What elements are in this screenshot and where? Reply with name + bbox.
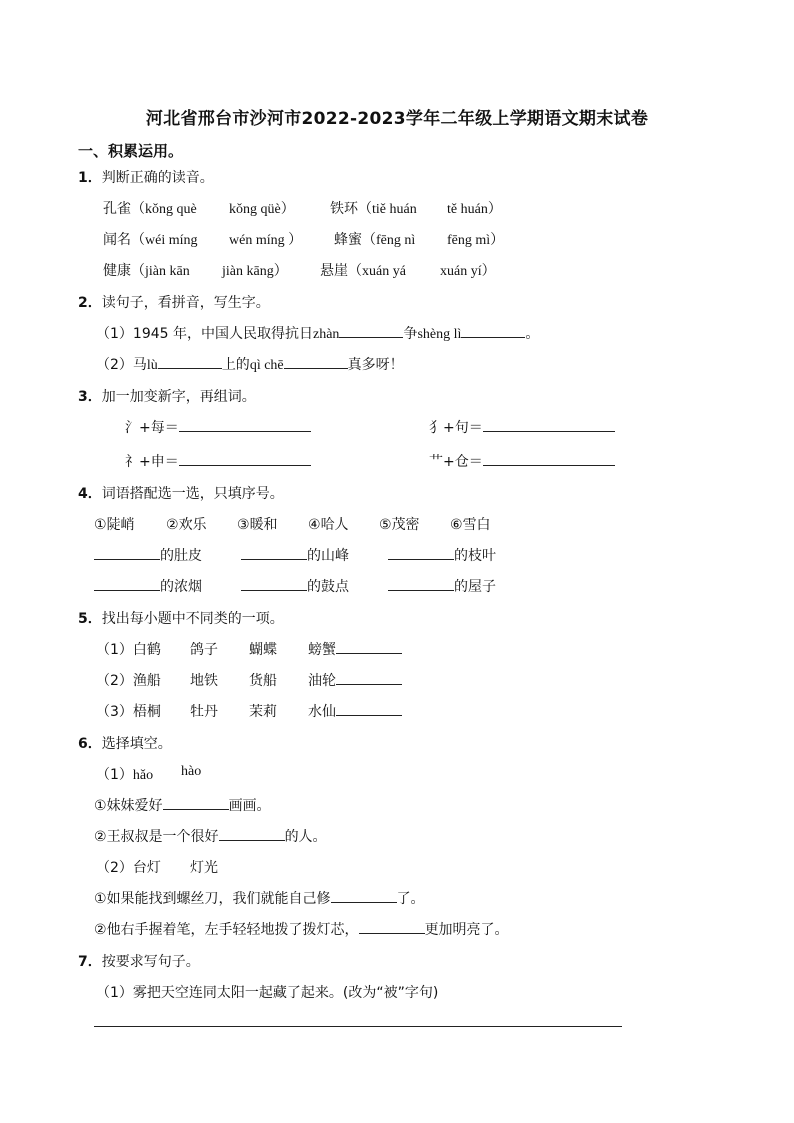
q5-word: 蝴蝶 — [249, 642, 277, 658]
answer-blank[interactable] — [163, 795, 229, 810]
sentence-text: 。 — [525, 326, 540, 342]
pinyin-option-a: （xuán yá — [348, 264, 406, 279]
q5-word: 牡丹 — [190, 704, 218, 720]
character-formula: 犭+句＝ — [429, 420, 483, 436]
question-4 — [78, 483, 284, 503]
match-phrase: 的浓烟 — [160, 579, 202, 595]
q3-item — [125, 451, 311, 471]
choice-word: hǎo — [132, 768, 154, 783]
option-word: 暖和 — [249, 517, 278, 533]
question-3 — [78, 386, 256, 406]
answer-blank[interactable] — [94, 545, 160, 560]
option-number: ⑤ — [379, 517, 392, 533]
answer-line[interactable] — [94, 1026, 622, 1027]
sentence-text: （2）马 — [96, 357, 147, 373]
pinyin-option-a: （fēng nì — [362, 233, 416, 248]
q5-last — [308, 639, 402, 659]
answer-blank[interactable] — [331, 888, 397, 903]
q7-instruction: （1）雾把天空连同太阳一起藏了起来。(改为“被”字句) — [96, 985, 439, 1001]
answer-blank[interactable] — [359, 919, 425, 934]
sentence-text: 的人。 — [284, 829, 327, 845]
answer-blank[interactable] — [388, 576, 454, 591]
sentence-number: ② — [94, 829, 107, 845]
q4-option — [308, 514, 349, 534]
pinyin: shèng lì — [417, 327, 462, 342]
question-prompt: 词语搭配选一选，只填序号。 — [101, 486, 284, 502]
option-word: 哈人 — [320, 517, 349, 533]
match-phrase: 的鼓点 — [307, 579, 349, 595]
pinyin: qì chē — [249, 358, 284, 373]
q4-match — [241, 576, 349, 596]
sentence-number: ① — [94, 891, 107, 907]
option-word: 茂密 — [391, 517, 420, 533]
question-prompt: 读句子，看拼音，写生字。 — [101, 295, 270, 311]
q6-sentence — [94, 795, 271, 815]
match-phrase: 的山峰 — [307, 548, 349, 564]
q2-sentence-2 — [96, 354, 404, 374]
q5-last — [308, 701, 402, 721]
pinyin-option-a: （tiě huán — [358, 202, 417, 217]
word: 悬崖 — [320, 263, 348, 279]
sentence-number: ② — [94, 922, 107, 938]
q5-word: 鸽子 — [190, 642, 218, 658]
answer-blank[interactable] — [461, 323, 525, 338]
q6-sentence — [94, 919, 509, 939]
sentence-text: 真多呀！ — [347, 357, 404, 373]
q1-item — [320, 260, 406, 280]
pinyin-option-a: （wéi míng — [131, 233, 198, 248]
match-phrase: 的屋子 — [454, 579, 496, 595]
sentence-text: 他右手握着笔，左手轻轻地拨了拨灯芯， — [106, 922, 359, 938]
answer-blank[interactable] — [339, 323, 403, 338]
character-formula: 礻+申＝ — [125, 454, 179, 470]
q5-word: 油轮 — [308, 673, 336, 689]
option-number: ⑥ — [450, 517, 463, 533]
question-number: 3． — [78, 389, 102, 405]
word: 孔雀 — [103, 201, 131, 217]
sentence-text: 如果能找到螺丝刀，我们就能自己修 — [106, 891, 331, 907]
pinyin: zhàn — [313, 327, 340, 342]
character-formula: 艹+仓＝ — [429, 454, 483, 470]
answer-blank[interactable] — [241, 576, 307, 591]
word: 蜂蜜 — [334, 232, 362, 248]
question-prompt: 按要求写句子。 — [101, 954, 200, 970]
answer-blank[interactable] — [336, 639, 402, 654]
question-prompt: 找出每小题中不同类的一项。 — [101, 611, 284, 627]
answer-blank[interactable] — [158, 354, 222, 369]
q1-item — [103, 198, 197, 218]
q5-last — [308, 670, 402, 690]
choice-word: hào — [181, 764, 202, 779]
option-word: 陡峭 — [106, 517, 135, 533]
pinyin-option-b: tě huán） — [447, 202, 502, 217]
question-number: 2． — [78, 295, 102, 311]
option-number: ① — [94, 517, 107, 533]
q5-word: 货船 — [249, 673, 277, 689]
question-number: 4． — [78, 486, 102, 502]
answer-blank[interactable] — [336, 670, 402, 685]
sentence-text: 更加明亮了。 — [424, 922, 509, 938]
q3-item — [429, 451, 615, 471]
q5-word: 茉莉 — [249, 704, 277, 720]
group-label: （2）台灯 — [96, 860, 161, 876]
q4-match — [241, 545, 349, 565]
q4-option — [450, 514, 491, 534]
answer-blank[interactable] — [241, 545, 307, 560]
pinyin-option-b: kǒng qüè） — [229, 202, 295, 217]
q5-word: 水仙 — [308, 704, 336, 720]
sentence-text: 妹妹爱好 — [106, 798, 163, 814]
question-number: 7． — [78, 954, 102, 970]
question-number: 6． — [78, 736, 102, 752]
q1-item — [330, 198, 417, 218]
q1-item — [334, 229, 415, 249]
section-heading: 一、积累运用。 — [78, 142, 184, 160]
option-word: 雪白 — [462, 517, 491, 533]
sentence-number: ① — [94, 798, 107, 814]
q2-sentence-1 — [96, 323, 539, 343]
character-formula: 氵+每＝ — [125, 420, 179, 436]
answer-blank[interactable] — [179, 451, 311, 466]
q4-match — [94, 576, 202, 596]
q3-item — [429, 417, 615, 437]
sentence-text: （1）1945 年，中国人民取得抗日 — [96, 326, 313, 342]
pinyin-option-a: （jiàn kān — [131, 264, 190, 279]
word: 闻名 — [103, 232, 131, 248]
question-prompt: 选择填空。 — [101, 736, 172, 752]
sentence-text: 上的 — [221, 357, 250, 373]
q4-option — [237, 514, 278, 534]
option-word: 欢乐 — [178, 517, 207, 533]
question-5 — [78, 608, 284, 628]
q1-item — [103, 229, 198, 249]
group-label: （1） — [96, 767, 133, 783]
option-number: ④ — [308, 517, 321, 533]
q4-match — [388, 576, 496, 596]
question-prompt: 判断正确的读音。 — [101, 170, 214, 186]
q4-option — [166, 514, 207, 534]
answer-blank[interactable] — [388, 545, 454, 560]
sentence-text: 画画。 — [228, 798, 271, 814]
sentence-text: 了。 — [396, 891, 425, 907]
match-phrase: 的肚皮 — [160, 548, 202, 564]
match-phrase: 的枝叶 — [454, 548, 496, 564]
question-2 — [78, 292, 270, 312]
pinyin-option-b: jiàn kāng） — [222, 264, 288, 279]
q4-option — [379, 514, 420, 534]
q5-word: （2）渔船 — [96, 673, 161, 689]
pinyin-option-b: fēng mì） — [447, 233, 505, 248]
q6-sentence — [94, 888, 425, 908]
sentence-text: 争 — [403, 326, 418, 342]
q5-word: 螃蟹 — [308, 642, 336, 658]
answer-blank[interactable] — [483, 417, 615, 432]
q5-word: 地铁 — [190, 673, 218, 689]
pinyin-option-a: （kǒng què — [131, 202, 197, 217]
q4-match — [94, 545, 202, 565]
pinyin-option-b: wén míng ） — [229, 233, 303, 248]
answer-blank[interactable] — [483, 451, 615, 466]
question-7 — [78, 951, 200, 971]
q5-word: （1）白鹤 — [96, 642, 161, 658]
q6-group-1 — [96, 764, 153, 784]
q1-item — [103, 260, 190, 280]
answer-blank[interactable] — [284, 354, 348, 369]
option-number: ③ — [237, 517, 250, 533]
question-6 — [78, 733, 172, 753]
pinyin: lù — [146, 358, 158, 373]
answer-blank[interactable] — [94, 576, 160, 591]
q4-match — [388, 545, 496, 565]
q4-option — [94, 514, 135, 534]
q5-word: （3）梧桐 — [96, 704, 161, 720]
choice-word: 灯光 — [190, 860, 218, 876]
q3-item — [125, 417, 311, 437]
question-number: 1． — [78, 170, 102, 186]
pinyin-option-b: xuán yí） — [440, 264, 496, 279]
question-1 — [78, 167, 214, 187]
answer-blank[interactable] — [179, 417, 311, 432]
q6-sentence — [94, 826, 327, 846]
option-number: ② — [166, 517, 179, 533]
question-prompt: 加一加变新字，再组词。 — [101, 389, 256, 405]
page-title: 河北省邢台市沙河市2022-2023学年二年级上学期语文期末试卷 — [145, 109, 649, 129]
word: 铁环 — [330, 201, 358, 217]
answer-blank[interactable] — [336, 701, 402, 716]
question-number: 5． — [78, 611, 102, 627]
sentence-text: 王叔叔是一个很好 — [106, 829, 219, 845]
answer-blank[interactable] — [219, 826, 285, 841]
word: 健康 — [103, 263, 131, 279]
